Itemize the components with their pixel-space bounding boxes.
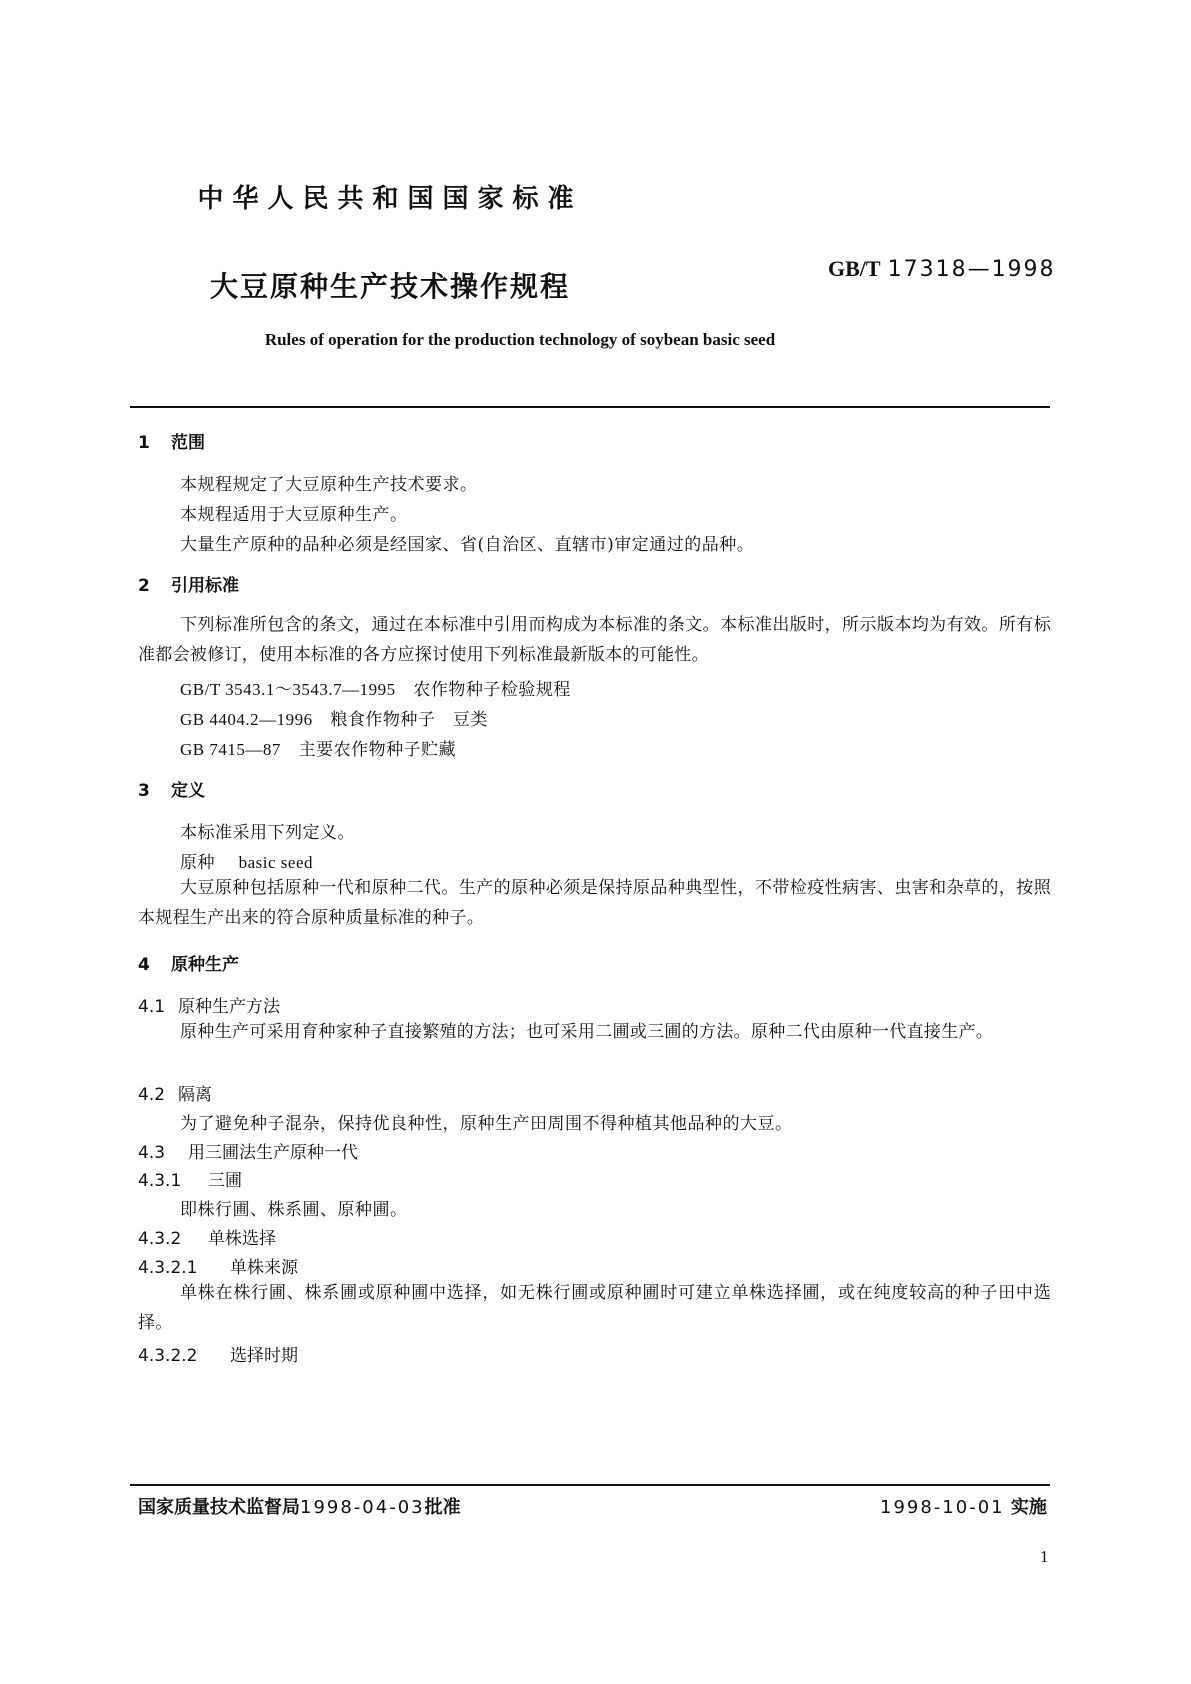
reference-code: GB 4404.2—1996 (180, 710, 313, 729)
reference-code: GB/T 3543.1～3543.7—1995 (180, 680, 396, 699)
section-3-heading (138, 776, 205, 801)
section-title: 引用标准 (171, 576, 239, 596)
section-1-paragraph-2: 本规程适用于大豆原种生产。 (180, 505, 408, 525)
document-title-cn: 大豆原种生产技术操作规程 (209, 270, 570, 303)
subsection-number: 4.3.1 (138, 1171, 182, 1191)
reference-item (180, 675, 571, 700)
subsection-4-3-1-heading (138, 1166, 242, 1191)
approval-date: 1998-04-03 (300, 1497, 425, 1518)
reference-name: 主要农作物种子贮藏 (298, 740, 457, 760)
subsection-title: 三圃 (208, 1171, 242, 1191)
subsection-number: 4.1 (138, 997, 166, 1017)
subsection-number: 4.3.2.2 (138, 1346, 198, 1366)
subsection-4-2-paragraph: 为了避免种子混杂，保持优良种性，原种生产田周围不得种植其他品种的大豆。 (180, 1114, 793, 1134)
reference-name: 粮食作物种子 豆类 (330, 710, 488, 730)
subsection-title: 用三圃法生产原种一代 (188, 1143, 358, 1163)
section-1-paragraph-3: 大量生产原种的品种必须是经国家、省(自治区、直辖市)审定通过的品种。 (180, 535, 755, 555)
definition-term (180, 848, 313, 873)
document-title-en: Rules of operation for the production technology of soybean basic seed (264, 330, 776, 349)
subsection-number: 4.3 (138, 1143, 166, 1163)
header-divider (130, 406, 1050, 408)
section-2-paragraph: 下列标准所包含的条文，通过在本标准中引用而构成为本标准的条文。本标准出版时，所示版本均为有效。所有标准都会被修订，使用本标准的各方应探讨使用下列标准最新版本的可能性。 (138, 615, 1051, 665)
reference-item (180, 735, 456, 760)
subsection-4-1-paragraph: 原种生产可采用育种家种子直接繁殖的方法；也可采用二圃或三圃的方法。原种二代由原种一代直接生产。 (180, 1022, 994, 1042)
subsection-4-3-2-2-heading (138, 1341, 298, 1366)
section-number: 4 (138, 955, 150, 975)
subsection-title: 原种生产方法 (178, 997, 280, 1017)
approval-label: 批准 (424, 1497, 461, 1518)
standard-number (828, 256, 1056, 282)
reference-item (180, 705, 488, 730)
country-standard-line: 中华人民共和国国家标准 (197, 184, 583, 214)
section-number: 1 (138, 433, 150, 453)
subsection-number: 4.3.2 (138, 1229, 182, 1249)
subsection-4-3-2-1-paragraph: 单株在株行圃、株系圃或原种圃中选择，如无株行圃或原种圃时可建立单株选择圃，或在纯度较高的种子田中选择。 (138, 1283, 1051, 1333)
section-title: 原种生产 (171, 955, 239, 975)
section-3-paragraph-2: 大豆原种包括原种一代和原种二代。生产的原种必须是保持原品种典型性，不带检疫性病害、虫害和杂草的，按照本规程生产出来的符合原种质量标准的种子。 (138, 878, 1051, 928)
subsection-title: 隔离 (178, 1085, 212, 1105)
implementation-date: 1998-10-01 (880, 1497, 1005, 1518)
page-number: 1 (1040, 1547, 1049, 1566)
standard-prefix: GB/T (828, 256, 881, 281)
section-4-heading (138, 950, 239, 975)
section-number: 2 (138, 576, 150, 596)
subsection-title: 选择时期 (230, 1346, 298, 1366)
subsection-number: 4.3.2.1 (138, 1258, 198, 1278)
footer-divider (130, 1484, 1050, 1486)
implementation-label: 实施 (1010, 1497, 1047, 1518)
section-1-paragraph-1: 本规程规定了大豆原种生产技术要求。 (180, 475, 478, 495)
section-number: 3 (138, 781, 150, 801)
standard-code: 17318—1998 (887, 257, 1056, 282)
subsection-4-1-heading (138, 992, 280, 1017)
approver-name: 国家质量技术监督局 (138, 1497, 300, 1518)
term-en: basic seed (238, 853, 314, 872)
section-3-paragraph-1: 本标准采用下列定义。 (180, 823, 355, 843)
approval-line (138, 1493, 461, 1519)
subsection-4-3-2-heading (138, 1224, 276, 1249)
section-2-heading (138, 571, 239, 596)
section-title: 定义 (171, 781, 205, 801)
subsection-title: 单株来源 (230, 1258, 298, 1278)
subsection-number: 4.2 (138, 1085, 166, 1105)
section-title: 范围 (171, 433, 205, 453)
section-1-heading (138, 428, 205, 453)
subsection-4-3-1-paragraph: 即株行圃、株系圃、原种圃。 (180, 1200, 408, 1220)
subsection-4-2-heading (138, 1080, 212, 1105)
subsection-4-3-heading (138, 1138, 358, 1163)
implementation-line (880, 1493, 1047, 1519)
term-cn: 原种 (180, 853, 215, 873)
reference-code: GB 7415—87 (180, 740, 281, 759)
subsection-4-3-2-1-heading (138, 1253, 298, 1278)
reference-name: 农作物种子检验规程 (413, 680, 571, 700)
subsection-title: 单株选择 (208, 1229, 276, 1249)
